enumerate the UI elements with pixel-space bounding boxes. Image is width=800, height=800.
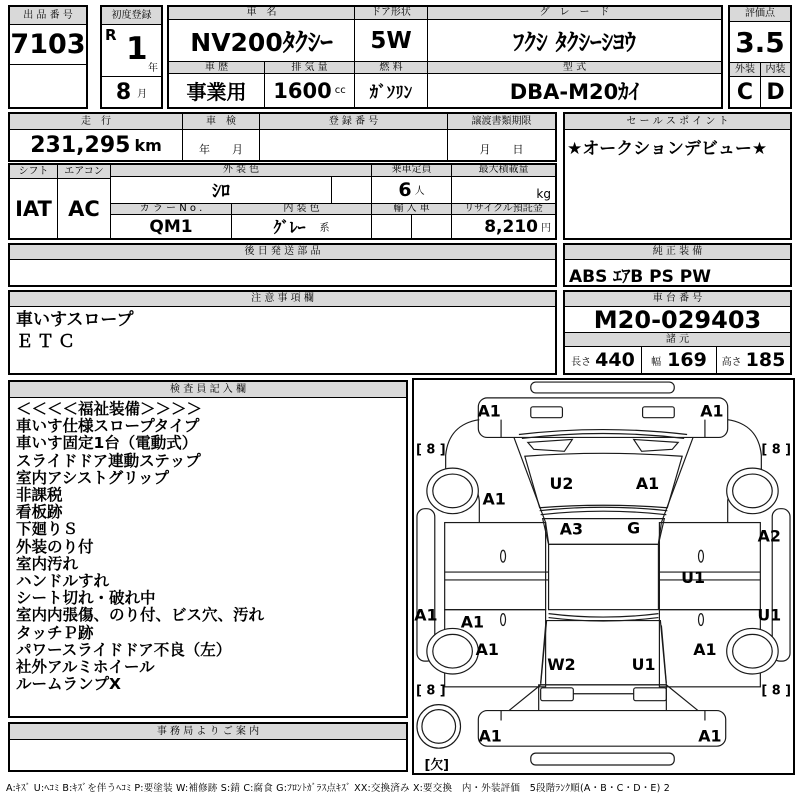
year-value: 1: [126, 31, 148, 67]
height-label: 高さ: [721, 356, 742, 368]
capacity-number: 6: [398, 178, 412, 201]
import-car-divider: [411, 215, 412, 238]
oem-equipment-header: 純 正 装 備: [565, 245, 790, 260]
car-outline-diagram: [414, 380, 793, 773]
registration-number-header: 登 録 番 号: [259, 114, 447, 130]
capacity-unit: 人: [414, 186, 425, 198]
damage-mark: A1: [693, 640, 717, 660]
damage-mark: A1: [477, 401, 501, 421]
damage-mark: A1: [478, 726, 502, 746]
height-value: 185: [745, 349, 786, 371]
inspector-note-line: 車いす固定1台（電動式）: [16, 434, 198, 453]
score-section: [728, 5, 792, 109]
shift-column: [10, 165, 57, 238]
damage-mark: G: [627, 518, 641, 538]
inspector-note-line: ハンドルすれ: [16, 572, 110, 591]
damage-mark: W2: [547, 655, 576, 675]
interior-grade-header: 内装: [760, 63, 790, 77]
damage-mark: A2: [757, 526, 781, 546]
transfer-deadline-header: 譲渡書類期限: [447, 114, 555, 130]
exterior-color-header: 外 装 色: [111, 165, 371, 177]
inspector-note-line: タッチＰ跡: [16, 623, 94, 642]
later-parts-value: [10, 260, 555, 285]
damage-mark: A3: [559, 519, 583, 539]
inspector-note-line: 車いす仕様スロープタイプ: [16, 417, 200, 436]
mileage-unit: km: [134, 135, 162, 155]
width-value: 169: [667, 349, 707, 371]
caution-line: 車いすスロープ: [16, 310, 134, 330]
damage-mark: U2: [549, 473, 574, 493]
length-value: 440: [595, 349, 635, 371]
inspector-note-line: 外装のり付: [16, 537, 94, 556]
recycle-deposit-value: [451, 215, 555, 238]
displacement-unit: cc: [334, 85, 346, 96]
inspector-note-line: 室内内張傷、のり付、ビス穴、汚れ: [16, 606, 265, 625]
inspector-note-line: 室内汚れ: [16, 554, 79, 573]
width-cell: [641, 347, 716, 373]
exterior-color-value: ｼﾛ: [212, 180, 230, 202]
grade-header: グ レ ー ド: [427, 7, 721, 20]
first-registration-year: [102, 25, 161, 77]
specs-section: [8, 163, 557, 240]
office-notice-header: 事 務 局 よ り ご 案 内: [10, 724, 406, 740]
first-registration-month: [102, 77, 161, 107]
chassis-header: 車 台 番 号: [565, 292, 790, 307]
damage-mark: A1: [635, 473, 660, 493]
aircon-column: [57, 165, 110, 238]
damage-mark: A1: [475, 640, 499, 660]
later-parts-header: 後 日 発 送 部 品: [10, 245, 555, 260]
shaken-header: 車 検: [182, 114, 259, 130]
cautions-section: [8, 290, 557, 375]
lot-number-empty: [10, 65, 86, 107]
interior-grade-value: D: [760, 77, 790, 107]
recycle-deposit-number: 8,210: [484, 216, 538, 237]
inspector-notes-section: [8, 380, 408, 718]
cautions-header: 注 意 事 項 欄: [10, 292, 555, 307]
sales-point-section: [563, 112, 792, 240]
import-car-value: [371, 215, 451, 238]
first-registration-header: 初度登録: [102, 7, 161, 25]
damage-mark: [ 8 ]: [761, 683, 792, 699]
model-code-header: 型 式: [427, 62, 721, 74]
dimensions-header: 諸 元: [565, 333, 790, 347]
max-load-value: kg: [451, 177, 555, 203]
lot-number-value: 7103: [10, 25, 86, 65]
displacement-header: 排 気 量: [264, 62, 354, 74]
month-unit: 月: [137, 88, 148, 100]
damage-mark: U1: [757, 605, 782, 625]
car-body-outline: [417, 382, 790, 765]
inspector-notes-header: 検 査 員 記 入 欄: [10, 382, 406, 398]
inspector-note-line: ルームランプX: [16, 675, 121, 694]
damage-mark: [ 8 ]: [415, 442, 446, 458]
width-label: 幅: [651, 356, 662, 368]
exterior-color-sub-cell: [331, 177, 371, 203]
inspector-note-line: 社外アルミホイール: [16, 658, 155, 677]
mileage-number: 231,295: [30, 132, 131, 158]
registration-number-value: [259, 130, 447, 160]
caution-line: ＥＴＣ: [16, 332, 79, 352]
damage-mark: A1: [700, 401, 724, 421]
interior-color-name: ｸﾞﾚｰ: [273, 218, 306, 237]
cautions-body: [10, 307, 555, 355]
exterior-grade-header: 外装: [730, 63, 760, 77]
shift-value: IAT: [15, 196, 52, 221]
grade-value: ﾌｸｼ ﾀｸｼｰｼﾖｳ: [427, 20, 721, 61]
score-header: 評価点: [730, 7, 790, 22]
damage-code-legend: A:ｷｽﾞ U:ﾍｺﾐ B:ｷｽﾞを伴うﾍｺﾐ P:要塗装 W:補修跡 S:錆 C:腐食 G:ﾌﾛﾝﾄｶﾞﾗｽ点ｷｽﾞ XX:交換済み X:要交換 内・外装評価 5段階ﾗﾝｸ順(A・B・C・D・E) 2: [6, 783, 670, 794]
aircon-value: AC: [68, 196, 100, 221]
transfer-deadline-value: 月 日: [447, 130, 555, 160]
oem-equipment-section: [563, 243, 792, 287]
office-notice-section: [8, 722, 408, 772]
recycle-deposit-unit: 円: [541, 223, 551, 234]
lot-number-section: [8, 5, 88, 109]
fuel-header: 燃 料: [354, 62, 427, 74]
damage-mark: A1: [414, 605, 438, 625]
displacement-value: [264, 74, 354, 107]
color-no-value: QM1: [149, 216, 193, 237]
chassis-value: M20-029403: [565, 307, 790, 333]
inspector-note-line: ＜＜＜＜福祉装備＞＞＞＞: [16, 400, 203, 418]
mileage-header: 走 行: [10, 114, 182, 130]
era-letter: R: [105, 26, 117, 44]
displacement-number: 1600: [273, 78, 332, 103]
door-shape-header: ドア形状: [354, 7, 427, 20]
sales-point-header: セ ー ル ス ポ イ ン ト: [565, 114, 790, 130]
inspector-note-line: パワースライドドア不良（左）: [16, 640, 232, 659]
history-header: 車 歴: [169, 62, 264, 74]
vehicle-header-table: [167, 5, 723, 109]
capacity-value: [371, 177, 451, 203]
inspector-note-line: スライドドア連動ステップ: [16, 451, 201, 470]
recycle-deposit-header: リサイクル預託金: [451, 204, 555, 215]
shaken-value: 年 月: [182, 130, 259, 160]
inspector-note-line: 室内アシストグリップ: [16, 468, 169, 487]
import-car-header: 輸 入 車: [371, 204, 451, 215]
damage-mark: A1: [482, 489, 506, 509]
aircon-header: エアコン: [58, 165, 110, 179]
damage-mark: A1: [698, 726, 722, 746]
chassis-section: [563, 290, 792, 375]
length-cell: [565, 347, 641, 373]
inspector-notes-body: [10, 398, 406, 696]
month-value: 8: [115, 79, 132, 105]
damage-diagram-section: [412, 378, 795, 775]
colors-capacity-grid: [110, 165, 555, 238]
history-value: 事業用: [186, 80, 247, 104]
length-label: 長さ: [571, 356, 592, 368]
later-parts-section: [8, 243, 557, 287]
model-code-value: DBA-M20ｶｲ: [427, 74, 721, 107]
door-shape-value: 5W: [354, 20, 427, 61]
year-unit: 年: [148, 63, 158, 74]
car-name-header: 車 名: [169, 7, 354, 20]
height-cell: [716, 347, 790, 373]
shift-header: シフト: [10, 165, 57, 179]
fuel-value: ｶﾞｿﾘﾝ: [354, 74, 427, 107]
interior-color-suffix: 系: [319, 223, 330, 234]
inspector-note-line: シート切れ・破れ中: [16, 589, 156, 608]
mileage-value: [10, 130, 182, 160]
inspector-note-line: 非課税: [16, 486, 63, 505]
score-value: 3.5: [730, 22, 790, 63]
lot-number-header: 出 品 番 号: [10, 7, 86, 25]
sales-point-value: ★オークションデビュー★: [567, 139, 768, 159]
capacity-header: 乗車定員: [371, 165, 451, 177]
max-load-header: 最大積載量: [451, 165, 555, 177]
color-no-header: カ ラ ー N o .: [111, 204, 231, 215]
interior-color-value: [231, 215, 371, 238]
interior-color-header: 内 装 色: [231, 204, 371, 215]
inspector-note-line: 看板跡: [16, 503, 63, 522]
mileage-row-section: [8, 112, 557, 162]
oem-equipment-value: ABS ｴｱB PS PW: [569, 267, 711, 287]
damage-mark: [ 8 ]: [761, 442, 792, 458]
exterior-grade-value: C: [736, 79, 754, 105]
first-registration-section: [100, 5, 163, 109]
damage-mark: U1: [631, 655, 656, 675]
damage-mark: [ 8 ]: [415, 683, 446, 699]
damage-mark: U1: [681, 567, 705, 587]
car-name-value: NV200ﾀｸｼｰ: [190, 27, 333, 57]
inspector-note-line: 下廻りＳ: [16, 520, 79, 539]
damage-mark: A1: [460, 612, 485, 632]
damage-mark: [欠]: [424, 757, 450, 773]
